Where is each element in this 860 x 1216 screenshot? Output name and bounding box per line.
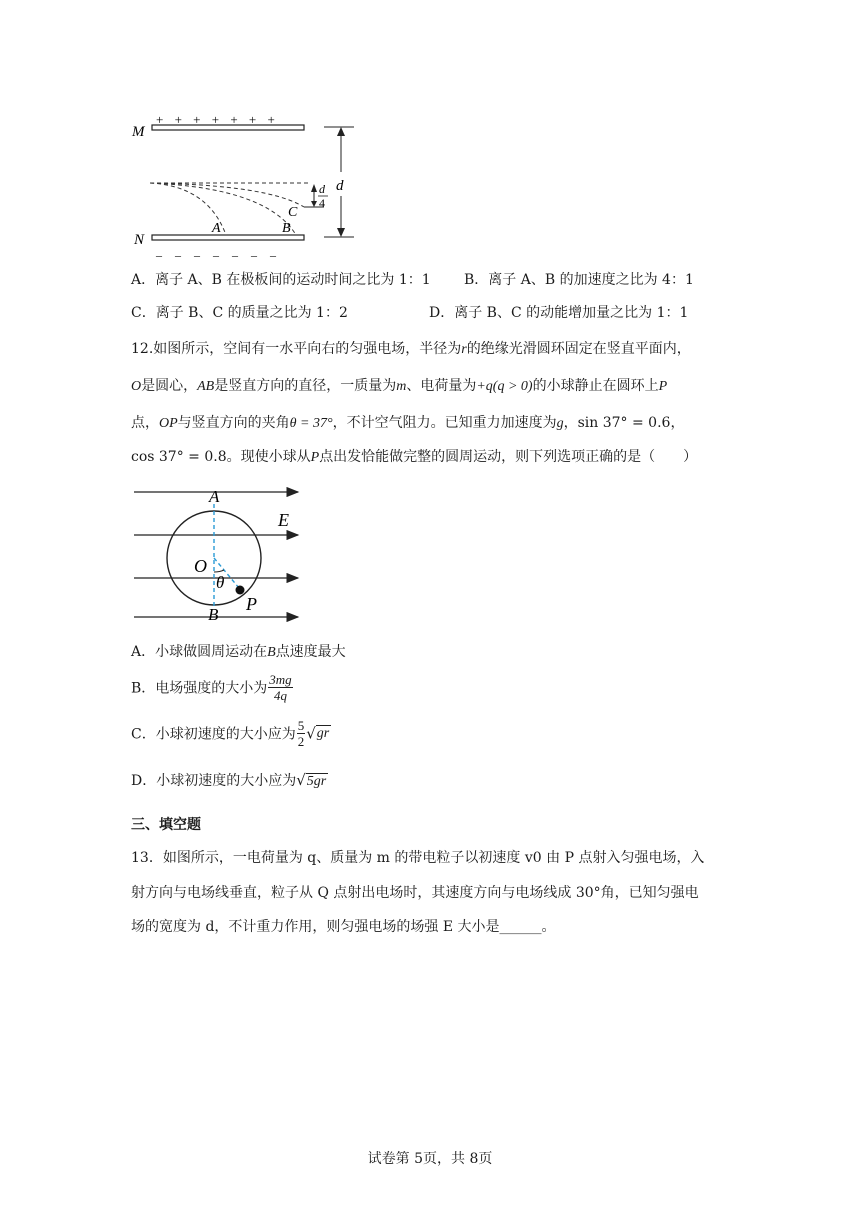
label-A: A <box>209 487 220 506</box>
label-P: P <box>246 594 257 614</box>
quarter-d-den: 4 <box>319 196 325 210</box>
q12-option-B: B．电场强度的大小为 $\frac{3mg}{4q}$ <box>131 672 292 703</box>
point-A-label: A <box>212 221 221 236</box>
q13-line-2: 射方向与电场线垂直，粒子从 Q 点射出电场时，其速度方向与电场线成 30°角，已知匀强电 <box>131 885 699 901</box>
q12-line-4: cos 37° = 0.8。现使小球从P点出发恰能做完整的圆周运动，则下列选项正确的是（ ） <box>131 449 698 465</box>
point-B-label: B <box>282 221 291 236</box>
q12-line-2: O是圆心，AB是竖直方向的直径，一质量为m、电荷量为+q(q > 0)的小球静止在圆环上P <box>131 378 668 394</box>
q11-option-B: B．离子 A、B 的加速度之比为 4：1 <box>464 272 694 288</box>
dimension-d-label: d <box>336 178 344 194</box>
q12-option-D: D．小球初速度的大小应为√5gr <box>131 771 327 789</box>
label-E: E <box>278 510 289 530</box>
minus-charges: – – – – – – – <box>156 248 281 260</box>
q11-option-D: D．离子 B、C 的动能增加量之比为 1：1 <box>429 305 689 321</box>
label-B: B <box>208 605 219 622</box>
ball-P <box>236 586 245 595</box>
quarter-d-num: d <box>319 182 325 196</box>
figure-ring-in-field <box>128 482 308 622</box>
figure-deflection-plates <box>128 110 358 260</box>
label-O: O <box>194 556 207 576</box>
plus-charges: + + + + + + + <box>156 112 279 127</box>
plate-N-label: N <box>134 232 145 248</box>
label-theta: θ <box>216 573 225 592</box>
q12-option-A: A．小球做圆周运动在B点速度最大 <box>131 644 346 660</box>
q11-option-C: C．离子 B、C 的质量之比为 1：2 <box>131 305 348 321</box>
q12-line-1: 12.如图所示，空间有一水平向右的匀强电场，半径为r的绝缘光滑圆环固定在竖直平面内， <box>131 341 691 357</box>
q13-line-1: 13．如图所示，一电荷量为 q、质量为 m 的带电粒子以初速度 v0 由 P 点射入匀强电场，入 <box>131 850 705 866</box>
q12-line-3: 点，OP与竖直方向的夹角θ = 37°，不计空气阻力。已知重力加速度为g，sin 37° = 0.6， <box>131 415 685 431</box>
q13-line-3: 场的宽度为 d，不计重力作用，则匀强电场的场强 E 大小是______。 <box>131 919 556 935</box>
q11-option-A: A．离子 A、B 在极板间的运动时间之比为 1：1 <box>131 272 431 288</box>
page-footer: 试卷第 5页，共 8页 <box>367 1151 493 1167</box>
plate-M-label: M <box>132 124 145 140</box>
trajectory-B <box>150 183 296 235</box>
q12-option-C: C．小球初速度的大小应为 $\frac{5}{2}$ √gr <box>131 718 330 749</box>
section-title: 三、填空题 <box>131 817 201 833</box>
point-C-label: C <box>288 205 298 220</box>
